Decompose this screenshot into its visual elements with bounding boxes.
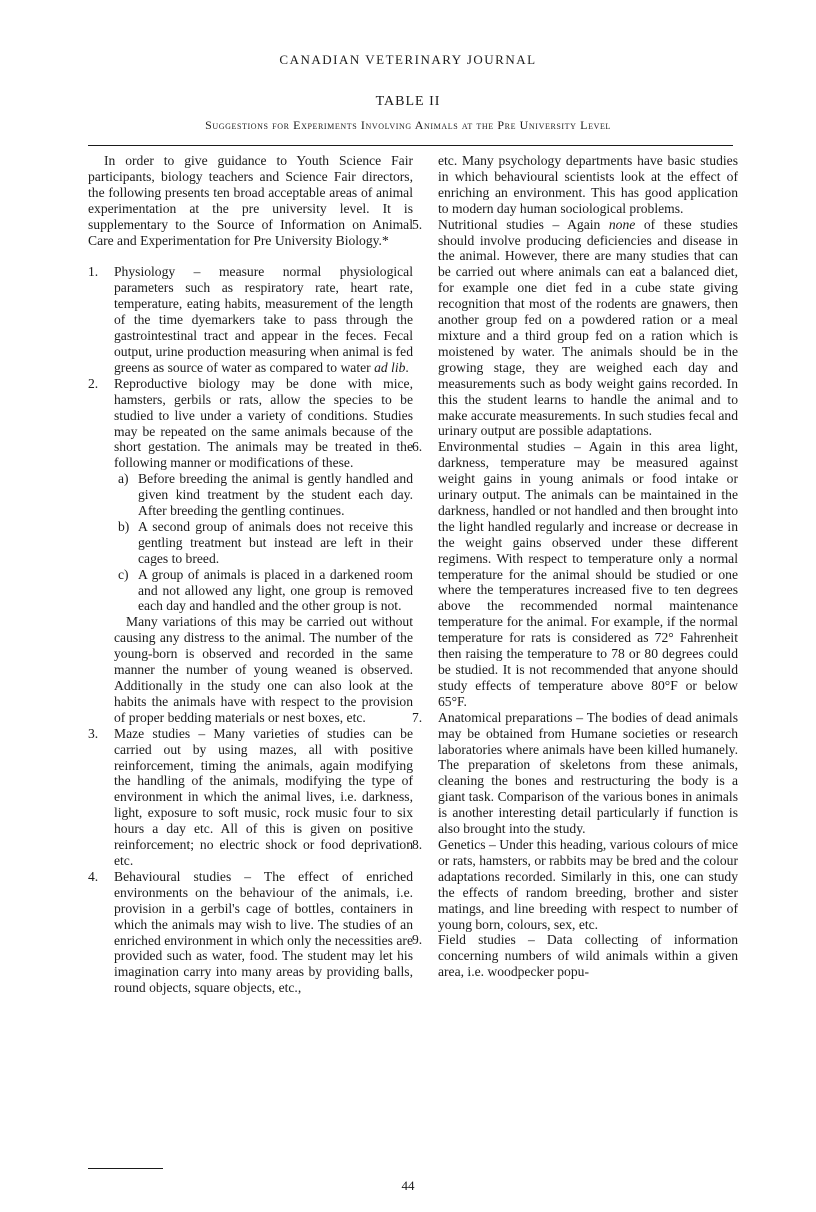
list-item-anatomical-preparations <box>412 710 738 837</box>
journal-header: CANADIAN VETERINARY JOURNAL <box>279 52 537 67</box>
list-item-reproductive-biology <box>88 376 413 471</box>
item-number: 1. <box>88 264 99 280</box>
sub-item-number: a) <box>118 471 129 487</box>
item-number: 6. <box>412 439 423 455</box>
intro-paragraph: In order to give guidance to Youth Science Fair participants, biology teachers and Science Fair directors, the following presents ten broad acceptable areas of animal experimentation at the pre university level. It is supplementary to the Source of Information on Animal Care and Experimentation for Pre University Biology.* <box>88 153 413 248</box>
left-column <box>88 153 413 996</box>
item-text: Behavioural studies – The effect of enriched environments on the behaviour of the animals, i.e. provision in a gerbil's cage of bottles, containers in which the animals may wish to live. The studies of an enriched environment in which only the necessities are provided such as water, food. The student may let his imagination carry into many areas by providing balls, round objects, square objects, etc., <box>114 868 413 996</box>
behavioural-continuation <box>412 153 738 217</box>
item-number: 2. <box>88 375 99 391</box>
list-item-environmental-studies <box>412 439 738 709</box>
list-item-maze-studies <box>88 726 413 869</box>
item-text: Field studies – Data collecting of information concerning numbers of wild animals within a given area, i.e. woodpecker popu- <box>438 932 738 980</box>
item-text: Physiology – measure normal physiological parameters such as respiratory rate, heart rate, temperature, eating habits, measurement of the length of the time dyemarkers take to pass through the gastrointestinal tract and appear in the feces. Fecal output, urine production measuring when animal is fed greens as source of water as compared to water <box>114 264 413 375</box>
list-item-behavioural-studies <box>88 869 413 996</box>
item-text: Genetics – Under this heading, various colours of mice or rats, hamsters, or rabbits may be bred and the colour adaptations recorded. Similarly in this, one can study the effects of random breeding, brother and sister matings, and line breeding with respect to number of young born, colours, sex, etc. <box>438 836 738 932</box>
table-caption: Suggestions for Experiments Involving Animals at the Pre University Level <box>205 118 611 132</box>
item-number: 3. <box>88 725 99 741</box>
item-number: 8. <box>412 836 423 852</box>
sub-item-text: A group of animals is placed in a darkened room and not allowed any light, one group is removed each day and handled and the other group is not. <box>138 566 413 614</box>
item-lead: Nutritional studies – Again <box>438 216 601 232</box>
right-column <box>412 153 738 980</box>
item-text: Anatomical preparations – The bodies of dead animals may be obtained from Humane societies or research laboratories where animals have been killed humanely. The preparation of skeletons from these animals, cleaning the bones and restructuring the body is a giant task. Comparison of the various bones in animals is another interesting detail particularly if function is also brought into the study. <box>438 709 738 837</box>
item-continuation: etc. Many psychology departments have basic studies in which behavioural scientists look at the effect of enriching an environment. This has good application to modern day human sociological problems. <box>438 153 738 216</box>
item-text: Maze studies – Many varieties of studies can be carried out by using mazes, all with positive reinforcement, timing the animals, again modifying the handling of the animals, modifying the type of environment in which the animal lives, i.e. darkness, light, exposure to soft music, rock music four to six hours a day etc. All of this is given on positive reinforcement; no electric shock or food deprivation etc. <box>114 725 413 868</box>
item-number: 7. <box>412 709 423 725</box>
item-number: 9. <box>412 932 423 948</box>
item-text: Reproductive biology may be done with mice, hamsters, gerbils or rats, allow the species to be studied to live under a variety of conditions. Studies may be repeated on the same animals because of the short gestation. The animals may be treated in the following manner or modifications of these. <box>114 375 413 471</box>
list-item-nutritional-studies <box>412 217 738 440</box>
item-number: 5. <box>412 216 423 232</box>
sub-item-text: A second group of animals does not receive this gentling treatment but instead are left in their cages to breed. <box>138 518 413 566</box>
reproductive-followup: Many variations of this may be carried out without causing any distress to the animal. The number of the young-born is observed and recorded in the same manner the number of young weaned is observed. Additionally in the study one can also look at the habits the animals have with respect to the provision of proper bedding materials or nest boxes, etc. <box>114 614 413 725</box>
table-label: TABLE II <box>375 94 441 109</box>
sub-item-b <box>118 519 413 567</box>
footnote-rule <box>88 1168 163 1169</box>
item-number: 4. <box>88 868 99 884</box>
item-emphasis: ad lib <box>374 359 406 375</box>
list-item-field-studies <box>412 932 738 980</box>
item-text: Environmental studies – Again in this area light, darkness, temperature may be measured against weight gains in young animals or food intake or urinary output. The animals can be maintained in the darkness, handled or not handled and then brought into the light handled regularly and increase or decrease in the weight gains observed under these different regimens. With respect to temperature only a normal temperature for the animal should be studied or one where the temperatures increased five to ten degrees above the recommended normal maintenance temperature for the animal. For example, if the normal temperature for rats is considered as 72° Fahrenheit then raising the temperature to 78 or 80 degrees could be studied. It is not recommended that anyone should study effects of temperature above 80°F or below 65°F. <box>438 439 738 709</box>
sub-item-text: Before breeding the animal is gently handled and given kind treatment by the student each day. After breeding the gentling continues. <box>138 471 413 519</box>
sub-item-c <box>118 567 413 615</box>
item-text: of these studies should involve producing deficiencies and disease in the animal. However, there are many studies that can be carried out where animals can eat a balanced diet, for example one diet fed in a cube state giving recognition that most of the rodents are gnawers, then another group fed on a powdered ration or a meal mixture and a third group fed on a ration which is moistened by water. The animals should be in the growing stage, they are weighed each day and measurements such as body weight gains recorded. In this the student learns to handle the animal and to make accurate measurements. In such studies fecal and urinary output are possible adaptations. <box>438 216 738 439</box>
list-item-physiology <box>88 264 413 375</box>
header-rule <box>88 145 733 146</box>
item-tail: . <box>405 359 409 375</box>
list-item-genetics <box>412 837 738 932</box>
sub-item-number: c) <box>118 566 129 582</box>
sub-item-number: b) <box>118 518 130 534</box>
page-number: 44 <box>401 1178 415 1193</box>
item-emphasis: none <box>608 216 636 232</box>
sub-list <box>88 471 413 726</box>
sub-item-a <box>118 471 413 519</box>
